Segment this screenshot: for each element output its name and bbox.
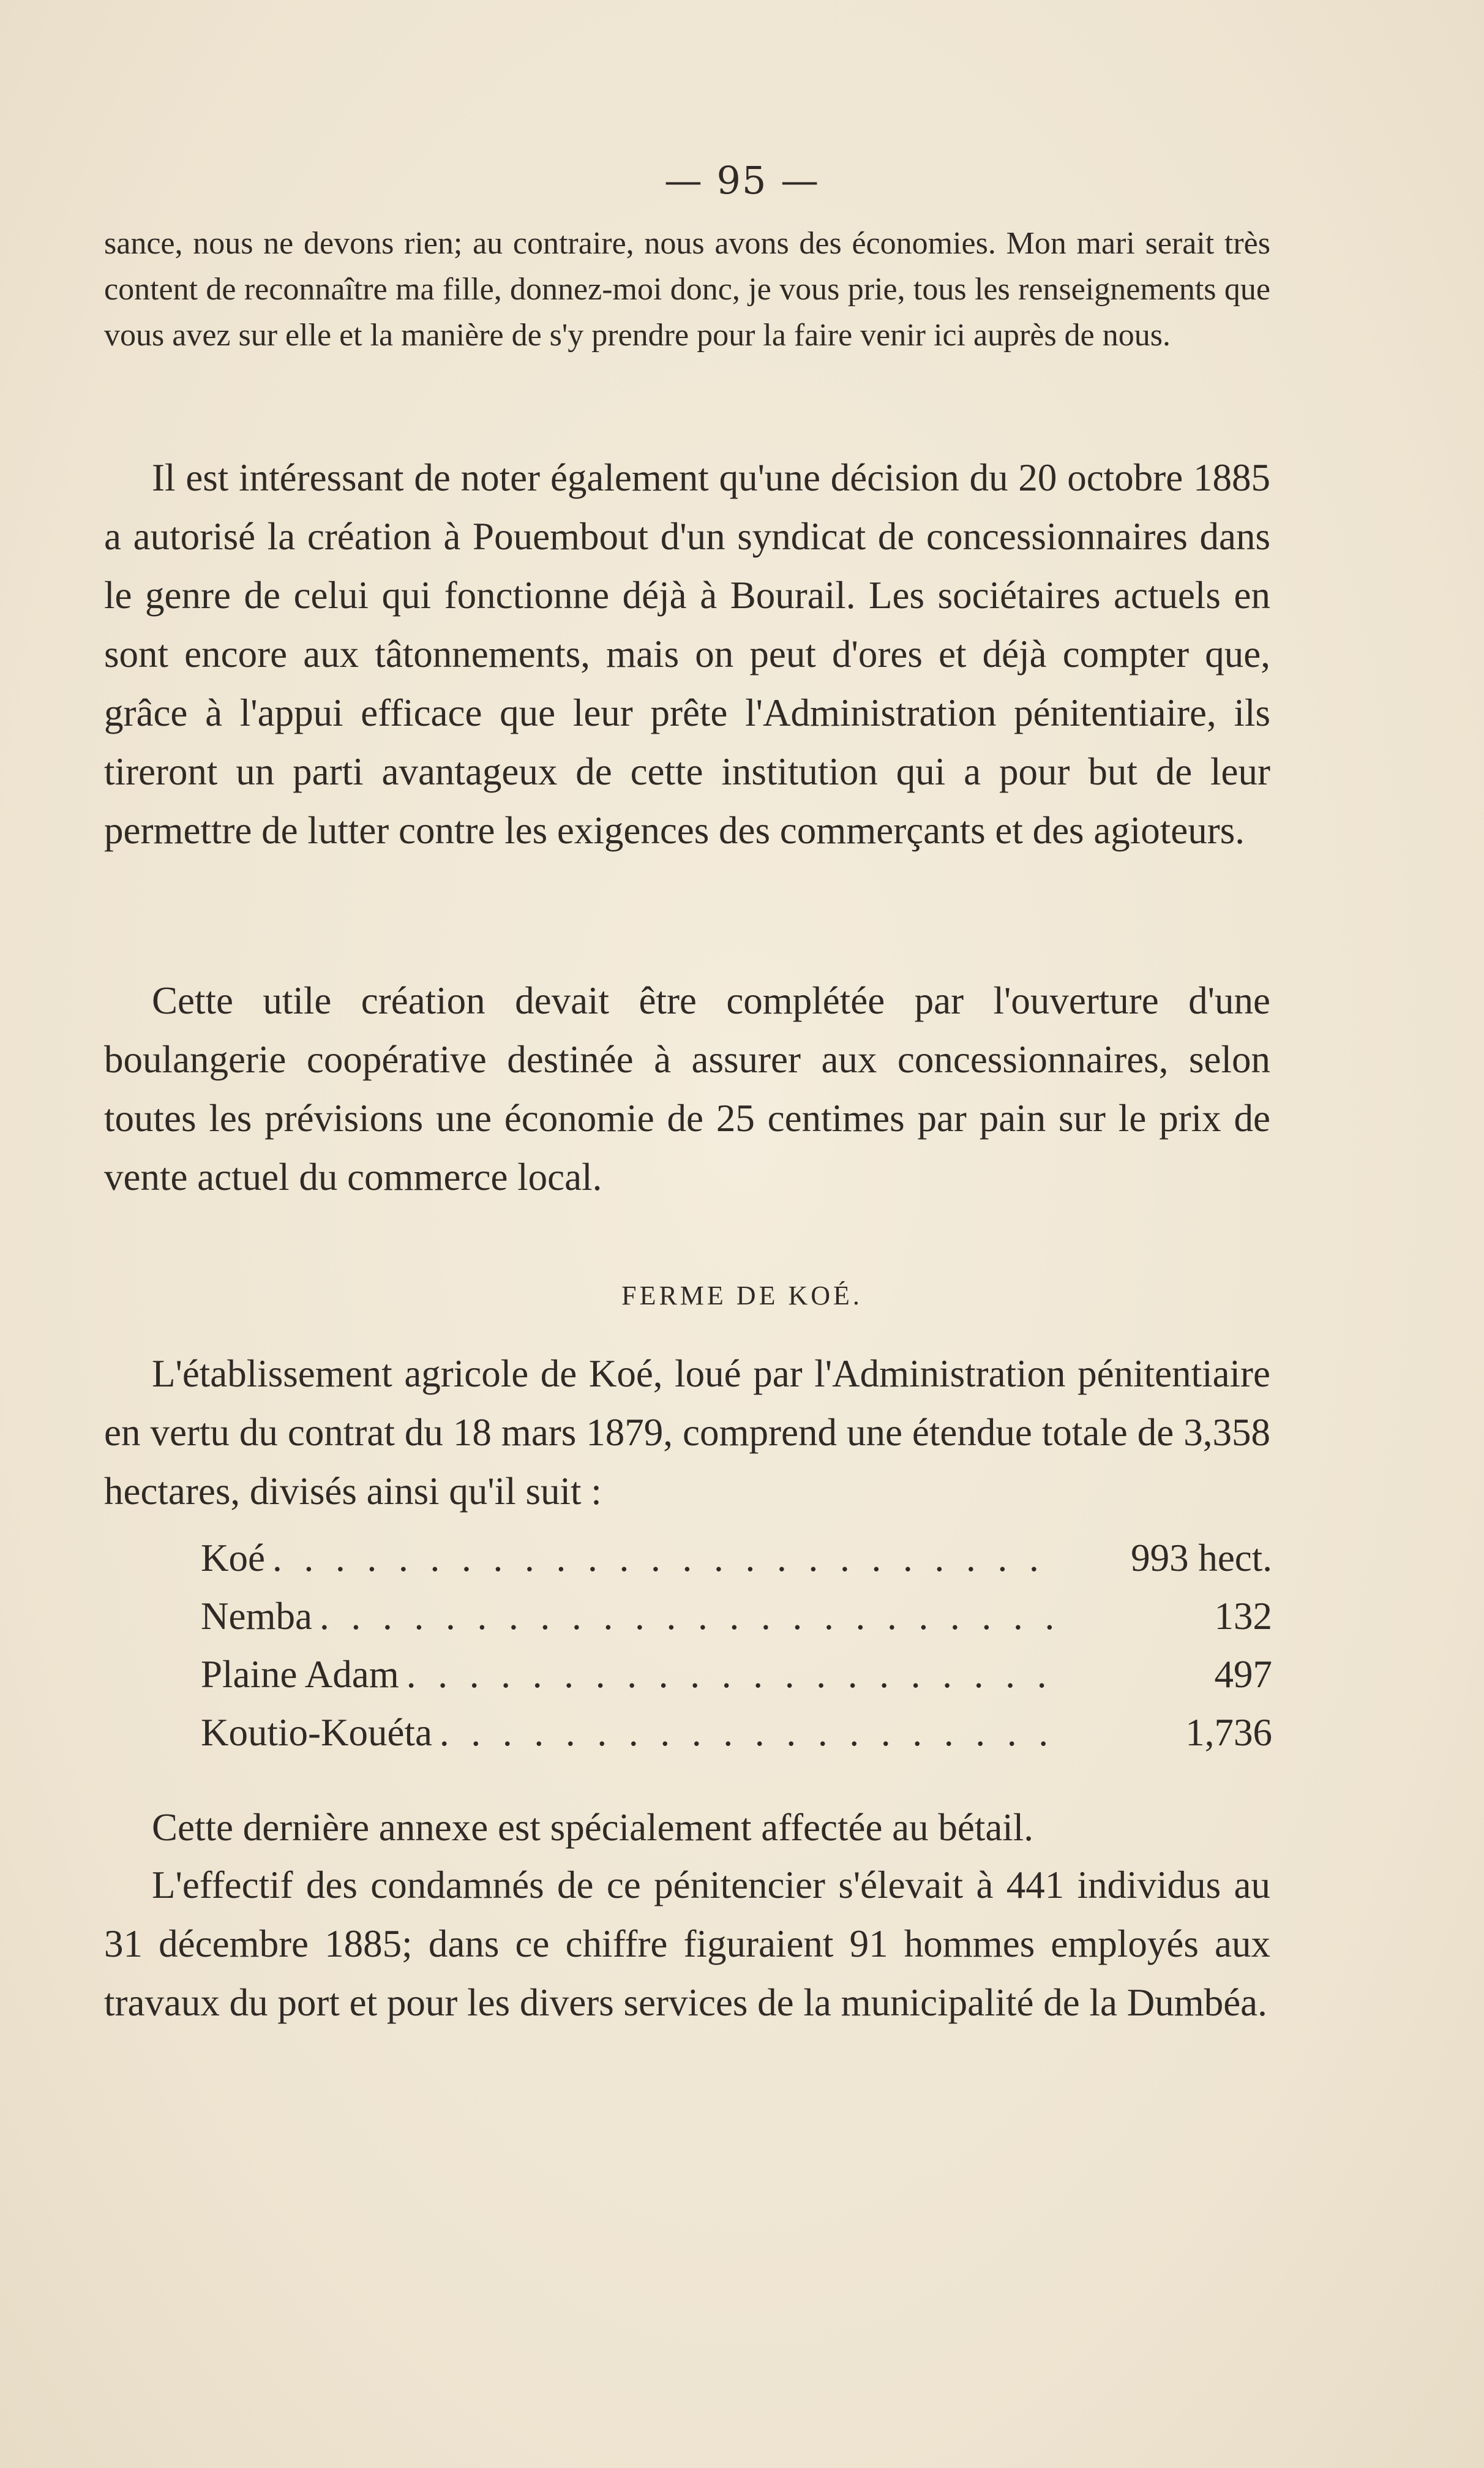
list-item bbox=[201, 1594, 1272, 1652]
page-number: — 95 — bbox=[664, 158, 820, 203]
area-name: Plaine Adam bbox=[201, 1653, 399, 1696]
area-value: 993 hect. bbox=[1131, 1537, 1272, 1579]
effectif-paragraph: L'effectif des condamnés de ce pénitencier s'élevait à 441 individus au 31 décembre 1885; dans ce chiffre figuraient 91 hommes employés aux travaux du port et pour les divers services de la municipalité de la Dumbéa. bbox=[104, 1864, 1270, 2024]
list-item bbox=[201, 1652, 1272, 1710]
betail-paragraph: Cette dernière annexe est spécialement affectée au bétail. bbox=[152, 1806, 1034, 1849]
area-list bbox=[201, 1536, 1272, 1769]
area-value: 132 bbox=[1214, 1595, 1272, 1638]
dot-leader bbox=[272, 1536, 1063, 1581]
boulangerie-paragraph: Cette utile création devait être complétée par l'ouverture d'une boulangerie coopérative destinée à assurer aux concessionnaires, selon toutes les prévisions une économie de 25 centimes par pain sur le prix de vente actuel du commerce local. bbox=[104, 979, 1270, 1198]
area-name: Koé bbox=[201, 1537, 265, 1579]
area-name: Koutio-Kouéta bbox=[201, 1711, 432, 1754]
koe-intro-paragraph: L'établissement agricole de Koé, loué par l'Administration pénitentiaire en vertu du contrat du 18 mars 1879, comprend une étendue totale de 3,358 hectares, divisés ainsi qu'il suit : bbox=[104, 1352, 1270, 1513]
list-item bbox=[201, 1536, 1272, 1594]
area-value: 497 bbox=[1214, 1653, 1272, 1696]
section-heading: FERME DE KOÉ. bbox=[621, 1281, 863, 1311]
list-item bbox=[201, 1710, 1272, 1769]
letter-continuation-paragraph: sance, nous ne devons rien; au contraire, nous avons des économies. Mon mari serait très content de reconnaître ma fille, donnez-moi donc, je vous prie, tous les renseignements que vous avez sur elle et la manière de s'y prendre pour la faire venir ici auprès de nous. bbox=[104, 226, 1270, 353]
syndicat-paragraph: Il est intéressant de noter également qu'une décision du 20 octobre 1885 a autorisé la création à Pouembout d'un syndicat de concessionnaires dans le genre de celui qui fonctionne déjà à Bourail. Les sociétaires actuels en sont encore aux tâtonnements, mais on peut d'ores et déjà compter que, grâce à l'appui efficace que leur prête l'Administration pénitentiaire, ils tireront un parti avantageux de cette institution qui a pour but de leur permettre de lutter contre les exigences des commerçants et des agioteurs. bbox=[104, 456, 1270, 852]
dot-leader bbox=[320, 1594, 1063, 1639]
dot-leader bbox=[407, 1652, 1063, 1697]
dot-leader bbox=[440, 1710, 1063, 1755]
area-value: 1,736 bbox=[1185, 1711, 1272, 1754]
area-name: Nemba bbox=[201, 1595, 312, 1638]
